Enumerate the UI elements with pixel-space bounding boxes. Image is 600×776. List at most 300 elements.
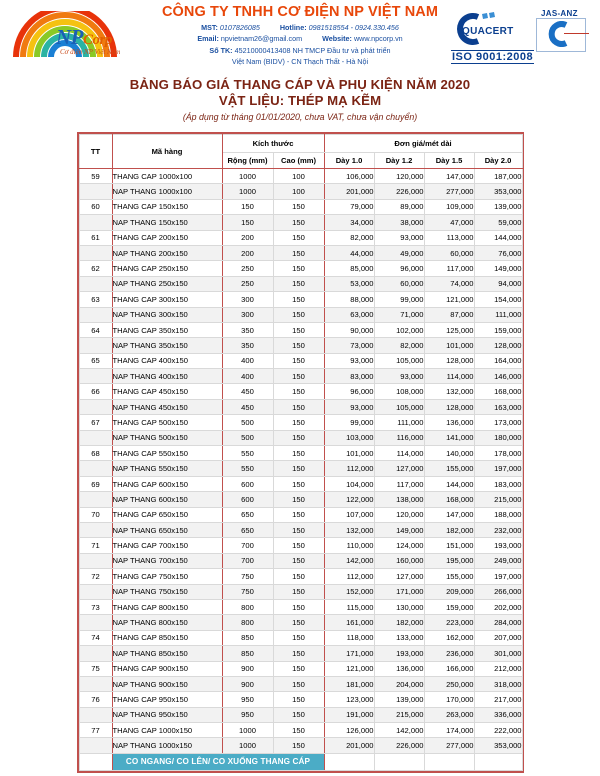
- cell-cao: 150: [273, 630, 324, 645]
- cell-ma-hang: NAP THANG 750x150: [112, 584, 222, 599]
- cell-tt: [79, 553, 112, 568]
- bank-value: 45210000413408 NH TMCP Đầu tư và phát triển: [234, 45, 391, 55]
- cell-day-10: 103,000: [324, 430, 374, 445]
- iso-certification-label: ISO 9001:2008: [452, 51, 534, 63]
- col-header-ma-hang: Mã hàng: [112, 135, 222, 169]
- cell-rong: 800: [222, 615, 273, 630]
- cell-cao: 150: [273, 676, 324, 691]
- cell-ma-hang: THANG CAP 350x150: [112, 322, 222, 337]
- col-header-tt: TT: [79, 135, 112, 169]
- cell-tt: [79, 492, 112, 507]
- cell-cao: 150: [273, 369, 324, 384]
- cell-rong: 150: [222, 199, 273, 214]
- cell-day-10: 88,000: [324, 292, 374, 307]
- cell-day-10: 118,000: [324, 630, 374, 645]
- cell-day-15: 263,000: [424, 707, 474, 722]
- cell-day-15: 168,000: [424, 492, 474, 507]
- cell-ma-hang: THANG CAP 700x150: [112, 538, 222, 553]
- company-contact-line-1: [154, 23, 446, 32]
- cell-day-12: 215,000: [374, 707, 424, 722]
- cell-day-12: 124,000: [374, 538, 424, 553]
- cell-day-15: 60,000: [424, 245, 474, 260]
- table-row: [79, 738, 522, 753]
- table-row: [79, 476, 522, 491]
- table-row: [79, 446, 522, 461]
- section-footer-blank-3: [424, 753, 474, 770]
- cell-rong: 600: [222, 476, 273, 491]
- cell-cao: 150: [273, 646, 324, 661]
- table-row: [79, 723, 522, 738]
- table-row: [79, 276, 522, 291]
- cell-day-20: 353,000: [474, 738, 522, 753]
- cell-day-20: 178,000: [474, 446, 522, 461]
- cell-rong: 500: [222, 430, 273, 445]
- cell-day-20: 139,000: [474, 199, 522, 214]
- cell-day-12: 120,000: [374, 169, 424, 184]
- cell-day-15: 113,000: [424, 230, 474, 245]
- cell-day-10: 93,000: [324, 353, 374, 368]
- cell-day-10: 191,000: [324, 707, 374, 722]
- cell-ma-hang: NAP THANG 850x150: [112, 646, 222, 661]
- cell-day-12: 82,000: [374, 338, 424, 353]
- cell-ma-hang: NAP THANG 950x150: [112, 707, 222, 722]
- cell-day-20: 197,000: [474, 461, 522, 476]
- cell-ma-hang: NAP THANG 600x150: [112, 492, 222, 507]
- cell-day-15: 159,000: [424, 599, 474, 614]
- cell-tt: [79, 522, 112, 537]
- mst-label: MST:: [201, 22, 218, 32]
- cell-day-10: 142,000: [324, 553, 374, 568]
- cell-ma-hang: THANG CAP 650x150: [112, 507, 222, 522]
- email-label: Email:: [197, 34, 219, 43]
- cell-day-10: 201,000: [324, 738, 374, 753]
- cell-rong: 550: [222, 461, 273, 476]
- cell-day-10: 112,000: [324, 461, 374, 476]
- cell-day-10: 201,000: [324, 184, 374, 199]
- cell-day-15: 162,000: [424, 630, 474, 645]
- cell-tt: 60: [79, 199, 112, 214]
- jas-anz-c-icon: [546, 21, 572, 52]
- cell-day-12: 149,000: [374, 522, 424, 537]
- cell-ma-hang: THANG CAP 600x150: [112, 476, 222, 491]
- page-title: BẢNG BÁO GIÁ THANG CÁP VÀ PHỤ KIỆN NĂM 2020: [129, 77, 471, 92]
- cell-cao: 150: [273, 384, 324, 399]
- cell-day-15: 128,000: [424, 399, 474, 414]
- cell-day-20: 163,000: [474, 399, 522, 414]
- table-row: [79, 215, 522, 230]
- company-info: [154, 2, 446, 66]
- cell-tt: [79, 369, 112, 384]
- cell-rong: 1000: [222, 723, 273, 738]
- cell-day-12: 49,000: [374, 245, 424, 260]
- email-value[interactable]: npvietnam26@gmail.com: [220, 34, 303, 43]
- cell-day-20: 336,000: [474, 707, 522, 722]
- cell-cao: 150: [273, 307, 324, 322]
- logo-tagline: Cơ điện NP Việt Nam: [60, 48, 121, 56]
- cell-ma-hang: NAP THANG 350x150: [112, 338, 222, 353]
- cell-day-12: 96,000: [374, 261, 424, 276]
- cell-day-10: 122,000: [324, 492, 374, 507]
- cell-day-20: 146,000: [474, 369, 522, 384]
- cell-cao: 150: [273, 584, 324, 599]
- cell-ma-hang: THANG CAP 750x150: [112, 569, 222, 584]
- cell-ma-hang: THANG CAP 400x150: [112, 353, 222, 368]
- cell-day-10: 101,000: [324, 446, 374, 461]
- cell-ma-hang: THANG CAP 800x150: [112, 599, 222, 614]
- logo-wordmark: [56, 25, 112, 50]
- cell-rong: 1000: [222, 738, 273, 753]
- cell-tt: 74: [79, 630, 112, 645]
- cell-rong: 950: [222, 707, 273, 722]
- cell-day-20: 168,000: [474, 384, 522, 399]
- cell-cao: 150: [273, 415, 324, 430]
- cell-ma-hang: THANG CAP 1000x150: [112, 723, 222, 738]
- cell-day-20: 154,000: [474, 292, 522, 307]
- table-row: [79, 399, 522, 414]
- cell-day-15: 174,000: [424, 723, 474, 738]
- cell-tt: [79, 276, 112, 291]
- cell-rong: 250: [222, 276, 273, 291]
- price-table-body: [79, 169, 522, 754]
- cell-rong: 1000: [222, 184, 273, 199]
- cell-tt: 65: [79, 353, 112, 368]
- hotline-label: Hotline:: [279, 22, 307, 32]
- cell-tt: 59: [79, 169, 112, 184]
- cell-day-15: 166,000: [424, 661, 474, 676]
- logo-brand: NP: [56, 25, 83, 49]
- cell-day-10: 104,000: [324, 476, 374, 491]
- cell-cao: 100: [273, 184, 324, 199]
- cell-tt: 66: [79, 384, 112, 399]
- cell-day-10: 34,000: [324, 215, 374, 230]
- cell-day-12: 136,000: [374, 661, 424, 676]
- cell-day-12: 99,000: [374, 292, 424, 307]
- cell-rong: 400: [222, 353, 273, 368]
- cell-day-10: 110,000: [324, 538, 374, 553]
- company-name: CÔNG TY TNHH CƠ ĐIỆN NP VIỆT NAM: [161, 4, 439, 20]
- table-row: [79, 707, 522, 722]
- cell-cao: 150: [273, 399, 324, 414]
- cell-day-12: 93,000: [374, 230, 424, 245]
- cell-rong: 350: [222, 322, 273, 337]
- document-title-block: [0, 77, 600, 123]
- cell-rong: 800: [222, 599, 273, 614]
- cell-day-15: 74,000: [424, 276, 474, 291]
- cell-day-20: 193,000: [474, 538, 522, 553]
- cell-rong: 200: [222, 230, 273, 245]
- cell-day-12: 160,000: [374, 553, 424, 568]
- table-row: [79, 415, 522, 430]
- company-logo: [4, 3, 154, 65]
- cell-tt: 62: [79, 261, 112, 276]
- cell-day-12: 108,000: [374, 384, 424, 399]
- cell-ma-hang: THANG CAP 550x150: [112, 446, 222, 461]
- cell-day-12: 182,000: [374, 615, 424, 630]
- cell-tt: 71: [79, 538, 112, 553]
- cell-tt: 77: [79, 723, 112, 738]
- section-footer-band-cell: [112, 753, 324, 770]
- cell-rong: 300: [222, 307, 273, 322]
- cell-day-10: 107,000: [324, 507, 374, 522]
- cell-day-10: 79,000: [324, 199, 374, 214]
- cell-day-15: 195,000: [424, 553, 474, 568]
- certification-logos: [446, 4, 596, 64]
- table-row: [79, 169, 522, 184]
- cell-ma-hang: NAP THANG 1000x150: [112, 738, 222, 753]
- cell-day-20: 173,000: [474, 415, 522, 430]
- cell-day-15: 136,000: [424, 415, 474, 430]
- cell-ma-hang: NAP THANG 300x150: [112, 307, 222, 322]
- col-header-day-10: Dày 1.0: [324, 153, 374, 169]
- cell-tt: 73: [79, 599, 112, 614]
- cell-day-12: 226,000: [374, 184, 424, 199]
- cell-day-15: 147,000: [424, 507, 474, 522]
- table-row: [79, 322, 522, 337]
- cell-cao: 150: [273, 661, 324, 676]
- cell-cao: 150: [273, 461, 324, 476]
- col-header-cao: Cao (mm): [273, 153, 324, 169]
- cell-rong: 900: [222, 676, 273, 691]
- cell-day-10: 82,000: [324, 230, 374, 245]
- cell-cao: 150: [273, 615, 324, 630]
- cell-cao: 150: [273, 261, 324, 276]
- cell-day-10: 106,000: [324, 169, 374, 184]
- cell-day-15: 209,000: [424, 584, 474, 599]
- table-row: [79, 461, 522, 476]
- col-header-day-12: Dày 1.2: [374, 153, 424, 169]
- cell-day-10: 63,000: [324, 307, 374, 322]
- cell-rong: 450: [222, 399, 273, 414]
- table-row: [79, 538, 522, 553]
- cell-day-10: 161,000: [324, 615, 374, 630]
- cell-tt: 76: [79, 692, 112, 707]
- cell-ma-hang: NAP THANG 150x150: [112, 215, 222, 230]
- cell-cao: 150: [273, 430, 324, 445]
- cell-tt: 70: [79, 507, 112, 522]
- cell-ma-hang: THANG CAP 1000x100: [112, 169, 222, 184]
- table-row: [79, 369, 522, 384]
- cell-day-12: 105,000: [374, 353, 424, 368]
- cell-day-12: 120,000: [374, 507, 424, 522]
- cell-tt: [79, 430, 112, 445]
- cell-cao: 150: [273, 446, 324, 461]
- cell-rong: 450: [222, 384, 273, 399]
- section-footer-blank-1: [324, 753, 374, 770]
- cell-day-10: 96,000: [324, 384, 374, 399]
- cell-day-20: 266,000: [474, 584, 522, 599]
- cell-day-20: 202,000: [474, 599, 522, 614]
- cell-day-20: 159,000: [474, 322, 522, 337]
- page-subtitle: VẬT LIỆU: THÉP MẠ KẼM: [218, 93, 382, 108]
- table-row: [79, 307, 522, 322]
- cell-rong: 400: [222, 369, 273, 384]
- table-row: [79, 661, 522, 676]
- cell-cao: 150: [273, 276, 324, 291]
- cell-day-15: 101,000: [424, 338, 474, 353]
- price-table-container: [77, 132, 524, 773]
- company-bank-line-2: Việt Nam (BIDV) - CN Thạch Thất - Hà Nội: [231, 57, 369, 66]
- jas-anz-label: JAS-ANZ: [541, 9, 578, 18]
- cell-rong: 650: [222, 522, 273, 537]
- cell-ma-hang: THANG CAP 950x150: [112, 692, 222, 707]
- cell-cao: 150: [273, 245, 324, 260]
- cell-rong: 850: [222, 630, 273, 645]
- cell-day-10: 152,000: [324, 584, 374, 599]
- cell-tt: [79, 584, 112, 599]
- cell-tt: [79, 307, 112, 322]
- price-table-head: [79, 135, 522, 169]
- cell-day-20: 144,000: [474, 230, 522, 245]
- cell-cao: 150: [273, 476, 324, 491]
- cell-day-12: 111,000: [374, 415, 424, 430]
- table-row: [79, 230, 522, 245]
- cell-ma-hang: NAP THANG 550x150: [112, 461, 222, 476]
- cell-rong: 500: [222, 415, 273, 430]
- cell-cao: 150: [273, 322, 324, 337]
- table-row: [79, 184, 522, 199]
- cell-day-10: 44,000: [324, 245, 374, 260]
- table-row: [79, 692, 522, 707]
- cell-ma-hang: NAP THANG 1000x100: [112, 184, 222, 199]
- cell-ma-hang: NAP THANG 700x150: [112, 553, 222, 568]
- cell-day-12: 89,000: [374, 199, 424, 214]
- cell-day-10: 171,000: [324, 646, 374, 661]
- page-header: [0, 0, 600, 68]
- cell-day-20: 164,000: [474, 353, 522, 368]
- cell-day-15: 155,000: [424, 461, 474, 476]
- cell-day-12: 102,000: [374, 322, 424, 337]
- cell-day-20: 207,000: [474, 630, 522, 645]
- table-row: [79, 338, 522, 353]
- header-row-group: [79, 135, 522, 153]
- cell-rong: 700: [222, 553, 273, 568]
- cell-day-10: 115,000: [324, 599, 374, 614]
- col-header-day-15: Dày 1.5: [424, 153, 474, 169]
- cell-day-15: 170,000: [424, 692, 474, 707]
- cell-day-12: 193,000: [374, 646, 424, 661]
- cell-rong: 550: [222, 446, 273, 461]
- cell-rong: 300: [222, 292, 273, 307]
- price-table: [79, 134, 523, 771]
- cell-day-15: 141,000: [424, 430, 474, 445]
- cell-day-10: 112,000: [324, 569, 374, 584]
- cell-tt: [79, 461, 112, 476]
- quacert-label: QUACERT: [462, 26, 514, 37]
- website-label: Website:: [322, 34, 352, 43]
- cell-cao: 150: [273, 723, 324, 738]
- section-footer-label: CO NGANG/ CO LÊN/ CO XUỐNG THANG CÁP: [113, 754, 324, 770]
- cell-rong: 250: [222, 261, 273, 276]
- col-header-don-gia: Đơn giá/mét dài: [324, 135, 522, 153]
- cell-day-12: 105,000: [374, 399, 424, 414]
- cell-day-10: 90,000: [324, 322, 374, 337]
- col-header-day-20: Dày 2.0: [474, 153, 522, 169]
- cell-day-12: 171,000: [374, 584, 424, 599]
- cell-day-10: 73,000: [324, 338, 374, 353]
- section-footer-spacer: [79, 753, 112, 770]
- cell-day-10: 121,000: [324, 661, 374, 676]
- table-row: [79, 676, 522, 691]
- cell-cao: 150: [273, 230, 324, 245]
- hotline-value: 0981518554 - 0924.330.456: [308, 22, 399, 32]
- cell-day-15: 236,000: [424, 646, 474, 661]
- cell-tt: [79, 215, 112, 230]
- table-row: [79, 292, 522, 307]
- cell-day-10: 181,000: [324, 676, 374, 691]
- table-row: [79, 492, 522, 507]
- cell-day-20: 284,000: [474, 615, 522, 630]
- cell-ma-hang: NAP THANG 650x150: [112, 522, 222, 537]
- col-header-kich-thuoc: Kích thước: [222, 135, 324, 153]
- cell-day-15: 223,000: [424, 615, 474, 630]
- cell-tt: 61: [79, 230, 112, 245]
- cell-day-15: 277,000: [424, 738, 474, 753]
- cell-ma-hang: NAP THANG 450x150: [112, 399, 222, 414]
- page-title-note: (Áp dụng từ tháng 01/01/2020, chưa VAT, chưa vận chuyển): [182, 112, 418, 122]
- table-row: [79, 646, 522, 661]
- table-row: [79, 569, 522, 584]
- cell-rong: 900: [222, 661, 273, 676]
- cell-day-15: 128,000: [424, 353, 474, 368]
- cell-day-15: 151,000: [424, 538, 474, 553]
- cell-cao: 150: [273, 507, 324, 522]
- cell-day-20: 149,000: [474, 261, 522, 276]
- cell-ma-hang: THANG CAP 850x150: [112, 630, 222, 645]
- cell-day-20: 212,000: [474, 661, 522, 676]
- cell-ma-hang: THANG CAP 300x150: [112, 292, 222, 307]
- col-header-rong: Rộng (mm): [222, 153, 273, 169]
- cell-ma-hang: NAP THANG 900x150: [112, 676, 222, 691]
- cell-day-12: 138,000: [374, 492, 424, 507]
- cell-day-20: 188,000: [474, 507, 522, 522]
- cell-day-10: 85,000: [324, 261, 374, 276]
- table-row: [79, 430, 522, 445]
- cell-day-15: 155,000: [424, 569, 474, 584]
- logo-brand-suffix: Corp: [83, 32, 112, 48]
- cell-day-15: 144,000: [424, 476, 474, 491]
- cell-rong: 650: [222, 507, 273, 522]
- cell-rong: 200: [222, 245, 273, 260]
- cell-cao: 150: [273, 492, 324, 507]
- cell-day-10: 132,000: [324, 522, 374, 537]
- cell-cao: 150: [273, 692, 324, 707]
- cell-day-12: 226,000: [374, 738, 424, 753]
- cell-day-20: 76,000: [474, 245, 522, 260]
- table-row: [79, 599, 522, 614]
- cell-tt: [79, 738, 112, 753]
- cell-day-15: 140,000: [424, 446, 474, 461]
- cell-tt: [79, 184, 112, 199]
- cell-day-15: 277,000: [424, 184, 474, 199]
- cell-day-20: 180,000: [474, 430, 522, 445]
- cell-day-10: 83,000: [324, 369, 374, 384]
- cell-cao: 150: [273, 599, 324, 614]
- company-contact-line-2: [154, 34, 446, 43]
- cell-rong: 950: [222, 692, 273, 707]
- cell-day-20: 249,000: [474, 553, 522, 568]
- website-value[interactable]: www.npcorp.vn: [353, 34, 403, 43]
- cell-day-12: 93,000: [374, 369, 424, 384]
- cell-rong: 1000: [222, 169, 273, 184]
- cell-tt: 68: [79, 446, 112, 461]
- cell-day-10: 123,000: [324, 692, 374, 707]
- table-row: [79, 199, 522, 214]
- cell-ma-hang: THANG CAP 250x150: [112, 261, 222, 276]
- cell-day-12: 71,000: [374, 307, 424, 322]
- section-footer-blank-2: [374, 753, 424, 770]
- cell-ma-hang: THANG CAP 450x150: [112, 384, 222, 399]
- cell-day-10: 93,000: [324, 399, 374, 414]
